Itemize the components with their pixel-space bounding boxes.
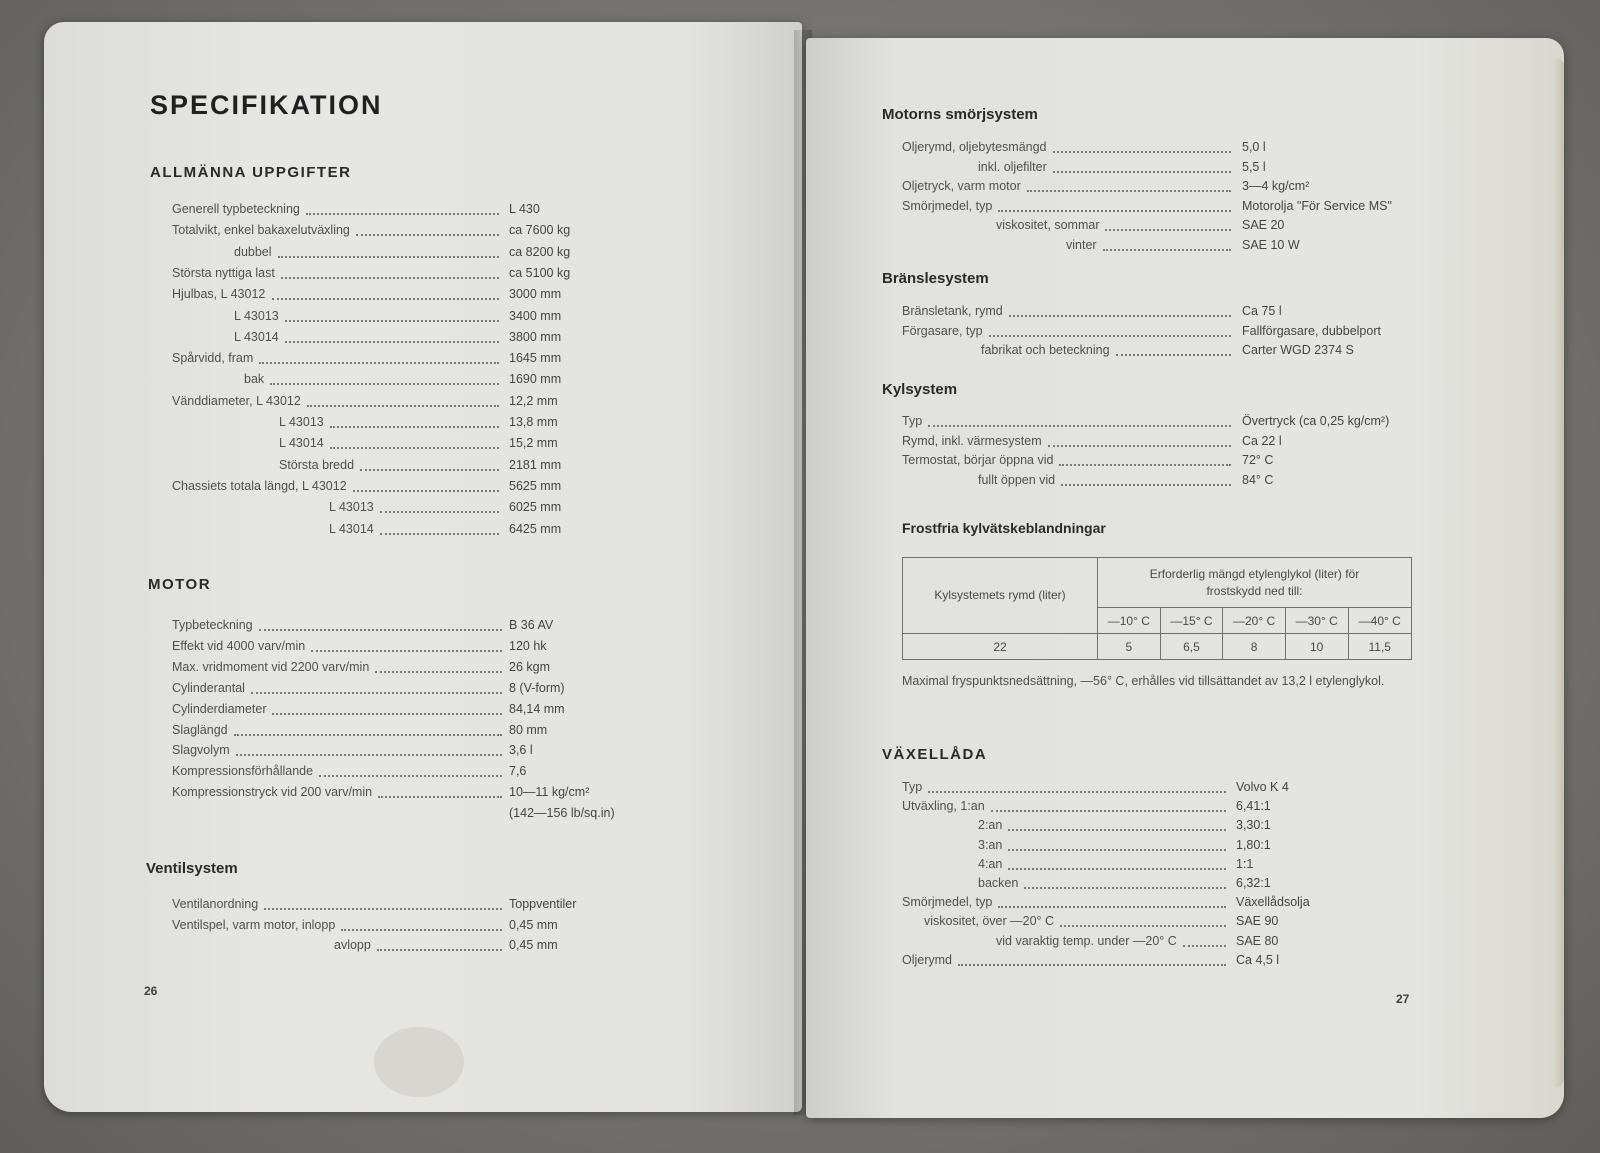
dot-leader xyxy=(958,964,1226,966)
spec-label: L 43014 xyxy=(279,436,324,451)
spec-row xyxy=(806,414,1506,434)
spec-value: ca 7600 kg xyxy=(509,223,571,238)
spec-label: bak xyxy=(244,372,265,387)
spec-label: Cylinderdiameter xyxy=(172,701,267,716)
spec-row xyxy=(806,304,1506,324)
spec-value: 3000 mm xyxy=(509,287,562,302)
spec-value: 1645 mm xyxy=(509,351,562,366)
spec-row xyxy=(44,938,744,958)
dot-leader xyxy=(1053,171,1231,173)
spec-value: SAE 10 W xyxy=(1242,238,1300,252)
spec-label: Typ xyxy=(902,414,923,428)
spec-value: Ca 75 l xyxy=(1242,304,1282,318)
spec-value: 1,80:1 xyxy=(1236,837,1271,852)
spec-label: 4:an xyxy=(978,856,1003,871)
antifreeze-capacity-header: Kylsystemets rymd (liter) xyxy=(903,558,1098,634)
section-heading-lubrication: Motorns smörjsystem xyxy=(882,106,1038,123)
spec-label: Slaglängd xyxy=(172,722,228,737)
spec-row xyxy=(44,372,744,392)
spec-row xyxy=(44,351,744,371)
spec-label: L 43013 xyxy=(279,415,324,429)
spec-row xyxy=(44,918,744,938)
spec-row xyxy=(44,723,744,743)
spec-label: fullt öppen vid xyxy=(978,472,1056,487)
spec-label: Oljetryck, varm motor xyxy=(902,179,1021,194)
spec-value: 12,2 mm xyxy=(509,393,558,408)
spec-label: Oljerymd, oljebytesmängd xyxy=(902,140,1047,154)
page-number-left: 26 xyxy=(144,984,158,998)
spec-label: Bränsletank, rymd xyxy=(902,304,1003,318)
spec-value: Övertryck (ca 0,25 kg/cm²) xyxy=(1242,414,1390,428)
spec-label: Spårvidd, fram xyxy=(172,351,254,366)
spec-label: vinter xyxy=(1066,238,1097,252)
spec-value: Motorolja "För Service MS" xyxy=(1242,198,1392,213)
spec-row xyxy=(44,500,744,520)
spec-value: 0,45 mm xyxy=(509,917,558,932)
dot-leader xyxy=(1103,249,1231,251)
spec-value: 1:1 xyxy=(1236,856,1254,871)
antifreeze-note: Maximal fryspunktsnedsättning, —56° C, erhålles vid tillsättandet av 13,2 l etylenglykol. xyxy=(902,674,1385,688)
dot-leader xyxy=(1059,464,1231,466)
spec-value: 3400 mm xyxy=(509,308,562,323)
spec-value: ca 5100 kg xyxy=(509,265,571,280)
spec-value: 3,6 l xyxy=(509,743,533,758)
spec-value: Toppventiler xyxy=(509,897,577,911)
spec-row xyxy=(44,639,744,659)
spec-label: Oljerymd xyxy=(902,952,953,967)
spec-value: 2181 mm xyxy=(509,457,562,472)
spec-row xyxy=(806,780,1506,800)
temp-cell: —40° C xyxy=(1348,608,1412,634)
spec-row xyxy=(44,743,744,763)
spec-label: Max. vridmoment vid 2200 varv/min xyxy=(172,659,370,674)
spec-label: Smörjmedel, typ xyxy=(902,198,993,213)
dot-leader xyxy=(1053,151,1231,153)
spec-label: L 43014 xyxy=(234,329,279,344)
section-heading-valves: Ventilsystem xyxy=(146,860,238,877)
spec-value: 84° C xyxy=(1242,472,1274,487)
spec-value: SAE 90 xyxy=(1236,914,1279,929)
spec-row xyxy=(44,245,744,265)
spec-label: 3:an xyxy=(978,837,1003,852)
dot-leader xyxy=(259,629,502,631)
spec-value: 10—11 kg/cm² xyxy=(509,785,590,800)
spec-label: Kompressionsförhållande xyxy=(172,764,314,779)
dot-leader xyxy=(378,796,502,798)
page-number-right: 27 xyxy=(1396,992,1410,1006)
dot-leader xyxy=(311,650,502,652)
temp-cell: —10° C xyxy=(1098,608,1161,634)
dot-leader xyxy=(998,906,1226,908)
page-stain xyxy=(374,1027,464,1097)
spec-row xyxy=(806,434,1506,454)
spec-row xyxy=(806,343,1506,363)
spec-label: Ventilanordning xyxy=(172,897,259,911)
dot-leader xyxy=(285,320,499,322)
spec-label: Slagvolym xyxy=(172,743,230,758)
capacity-cell: 22 xyxy=(903,634,1098,660)
spec-row xyxy=(806,799,1506,819)
spec-row xyxy=(44,522,744,542)
dot-leader xyxy=(377,949,502,951)
spec-row xyxy=(44,415,744,435)
spec-row xyxy=(806,914,1506,934)
antifreeze-table xyxy=(902,557,1412,660)
spec-label: Hjulbas, L 43012 xyxy=(172,287,266,302)
spec-value: 3800 mm xyxy=(509,329,562,344)
spec-row xyxy=(44,785,744,805)
dot-leader xyxy=(272,298,499,300)
spec-label: Vänddiameter, L 43012 xyxy=(172,393,301,408)
spec-label: Utväxling, 1:an xyxy=(902,799,985,814)
spec-value: 72° C xyxy=(1242,453,1274,468)
spec-label: Termostat, börjar öppna vid xyxy=(902,453,1054,468)
spec-value: 84,14 mm xyxy=(509,701,565,716)
spec-value: 0,45 mm xyxy=(509,938,558,952)
spec-row xyxy=(44,660,744,680)
dot-leader xyxy=(1009,315,1231,317)
dot-leader xyxy=(306,213,499,215)
spec-value: Volvo K 4 xyxy=(1236,780,1289,794)
dot-leader xyxy=(264,908,502,910)
dot-leader xyxy=(928,791,1226,793)
spec-label: Kompressionstryck vid 200 varv/min xyxy=(172,785,373,800)
spec-value: 5625 mm xyxy=(509,478,562,493)
spec-value: 3—4 kg/cm² xyxy=(1242,179,1310,194)
section-heading-cooling: Kylsystem xyxy=(882,381,958,398)
dot-leader xyxy=(928,425,1231,427)
spec-row xyxy=(44,266,744,286)
spec-label: Smörjmedel, typ xyxy=(902,895,993,910)
spec-value: 6425 mm xyxy=(509,521,562,536)
dot-leader xyxy=(1008,849,1226,851)
dot-leader xyxy=(353,490,499,492)
spec-label: L 43014 xyxy=(329,521,374,536)
temp-cell: —15° C xyxy=(1160,608,1223,634)
spec-label: Största bredd xyxy=(279,457,355,472)
section-heading-fuel: Bränslesystem xyxy=(882,270,989,287)
spec-value: Ca 22 l xyxy=(1242,433,1282,448)
spec-label: backen xyxy=(978,876,1019,890)
spec-label: inkl. oljefilter xyxy=(978,159,1047,174)
spec-row xyxy=(44,618,744,638)
spec-label: Effekt vid 4000 varv/min xyxy=(172,638,306,653)
dot-leader xyxy=(251,692,502,694)
spec-row xyxy=(806,876,1506,896)
dot-leader xyxy=(375,671,502,673)
dot-leader xyxy=(1008,829,1226,831)
spec-value: SAE 80 xyxy=(1236,933,1279,948)
spec-value: ca 8200 kg xyxy=(509,244,571,259)
spec-label: Cylinderantal xyxy=(172,680,245,695)
spec-label: Generell typbeteckning xyxy=(172,202,300,216)
dot-leader xyxy=(270,383,499,385)
spec-row xyxy=(44,436,744,456)
spec-row xyxy=(44,897,744,917)
dot-leader xyxy=(1116,354,1231,356)
spec-value: Carter WGD 2374 S xyxy=(1242,343,1354,358)
dot-leader xyxy=(307,405,499,407)
spec-value: (142—156 lb/sq.in) xyxy=(509,806,615,821)
section-heading-gearbox: VÄXELLÅDA xyxy=(882,746,988,763)
dot-leader xyxy=(234,734,502,736)
spec-row xyxy=(806,857,1506,877)
spec-value: 80 mm xyxy=(509,722,548,737)
spec-row xyxy=(44,806,744,826)
amount-cell: 6,5 xyxy=(1160,634,1223,660)
spec-row xyxy=(44,458,744,478)
antifreeze-amount-header: Erforderlig mängd etylenglykol (liter) för frostskydd ned till: xyxy=(1098,558,1412,608)
dot-leader xyxy=(356,234,499,236)
temp-cell: —30° C xyxy=(1285,608,1348,634)
spec-label: 2:an xyxy=(978,818,1003,833)
dot-leader xyxy=(991,810,1226,812)
dot-leader xyxy=(272,713,502,715)
spec-value: 8 (V-form) xyxy=(509,680,565,695)
dot-leader xyxy=(236,754,502,756)
spec-row xyxy=(44,479,744,499)
spec-value: 5,0 l xyxy=(1242,140,1266,154)
spec-label: Rymd, inkl. värmesystem xyxy=(902,433,1042,448)
spec-label: fabrikat och beteckning xyxy=(981,343,1110,358)
spec-label: Största nyttiga last xyxy=(172,265,275,280)
antifreeze-amount-row xyxy=(903,634,1412,660)
spec-label: avlopp xyxy=(334,938,371,952)
dot-leader xyxy=(1048,445,1231,447)
amount-cell: 11,5 xyxy=(1348,634,1412,660)
spec-row xyxy=(44,702,744,722)
spec-value: 7,6 xyxy=(509,764,527,779)
dot-leader xyxy=(1008,868,1226,870)
dot-leader xyxy=(285,341,499,343)
spec-label: Typ xyxy=(902,780,923,794)
spec-value: 6,41:1 xyxy=(1236,799,1271,814)
dot-leader xyxy=(360,469,499,471)
amount-cell: 5 xyxy=(1098,634,1161,660)
spec-row xyxy=(806,934,1506,954)
dot-leader xyxy=(1061,484,1231,486)
spec-value: 15,2 mm xyxy=(509,436,558,451)
spec-row xyxy=(44,681,744,701)
spec-value: Ca 4,5 l xyxy=(1236,952,1280,967)
spec-row xyxy=(806,453,1506,473)
page-title: SPECIFIKATION xyxy=(150,90,383,120)
antifreeze-heading: Frostfria kylvätskeblandningar xyxy=(902,520,1106,536)
dot-leader xyxy=(380,533,499,535)
spec-value: 13,8 mm xyxy=(509,415,558,429)
spec-label: Chassiets totala längd, L 43012 xyxy=(172,478,347,493)
spec-value: 6025 mm xyxy=(509,500,562,515)
dot-leader xyxy=(1060,925,1226,927)
spec-label: Ventilspel, varm motor, inlopp xyxy=(172,917,336,932)
temp-cell: —20° C xyxy=(1223,608,1286,634)
spec-label: viskositet, sommar xyxy=(996,218,1100,233)
dot-leader xyxy=(1183,945,1226,947)
spec-label: Typbeteckning xyxy=(172,618,253,632)
spec-value: 5,5 l xyxy=(1242,159,1266,174)
amount-cell: 10 xyxy=(1285,634,1348,660)
spec-value: Fallförgasare, dubbelport xyxy=(1242,323,1381,338)
dot-leader xyxy=(278,256,499,258)
spec-label: Förgasare, typ xyxy=(902,323,983,338)
dot-leader xyxy=(259,362,499,364)
spec-value: 1690 mm xyxy=(509,372,562,387)
spec-value: 120 hk xyxy=(509,638,547,653)
spec-row xyxy=(44,394,744,414)
spec-label: dubbel xyxy=(234,244,272,259)
right-page xyxy=(806,38,1564,1118)
dot-leader xyxy=(341,929,502,931)
spec-row xyxy=(44,764,744,784)
dot-leader xyxy=(330,426,499,428)
spec-row xyxy=(806,160,1506,180)
spec-row xyxy=(44,223,744,243)
spec-row xyxy=(44,309,744,329)
spec-label: L 43013 xyxy=(329,500,374,515)
spec-value: 6,32:1 xyxy=(1236,876,1271,890)
section-heading-motor: MOTOR xyxy=(148,576,212,593)
spec-row xyxy=(806,179,1506,199)
spec-label: Totalvikt, enkel bakaxelutväxling xyxy=(172,223,350,238)
spec-row xyxy=(806,140,1506,160)
dot-leader xyxy=(1024,887,1226,889)
section-heading-general: ALLMÄNNA UPPGIFTER xyxy=(150,164,352,181)
spec-value: 3,30:1 xyxy=(1236,818,1271,833)
spec-label: L 43013 xyxy=(234,308,279,323)
spec-row xyxy=(806,818,1506,838)
spec-row xyxy=(806,199,1506,219)
dot-leader xyxy=(1027,190,1231,192)
dot-leader xyxy=(989,335,1231,337)
spec-row xyxy=(806,838,1506,858)
spec-row xyxy=(806,953,1506,973)
spec-row xyxy=(806,238,1506,258)
dot-leader xyxy=(1105,229,1231,231)
left-page xyxy=(44,22,802,1112)
dot-leader xyxy=(998,210,1231,212)
spec-row xyxy=(806,218,1506,238)
spec-value: L 430 xyxy=(509,202,540,216)
amount-cell: 8 xyxy=(1223,634,1286,660)
spec-row xyxy=(44,287,744,307)
spec-row xyxy=(44,330,744,350)
dot-leader xyxy=(380,511,499,513)
dot-leader xyxy=(330,447,499,449)
dot-leader xyxy=(319,775,502,777)
dot-leader xyxy=(281,277,499,279)
spec-label: vid varaktig temp. under —20° C xyxy=(996,933,1177,948)
spec-row xyxy=(806,324,1506,344)
spec-value: SAE 20 xyxy=(1242,218,1285,233)
spec-value: Växellådsolja xyxy=(1236,895,1310,910)
spec-row xyxy=(806,473,1506,493)
spec-row xyxy=(44,202,744,222)
spec-value: 26 kgm xyxy=(509,659,550,674)
spec-label: viskositet, över —20° C xyxy=(924,914,1055,929)
spec-row xyxy=(806,895,1506,915)
spec-value: B 36 AV xyxy=(509,618,554,632)
